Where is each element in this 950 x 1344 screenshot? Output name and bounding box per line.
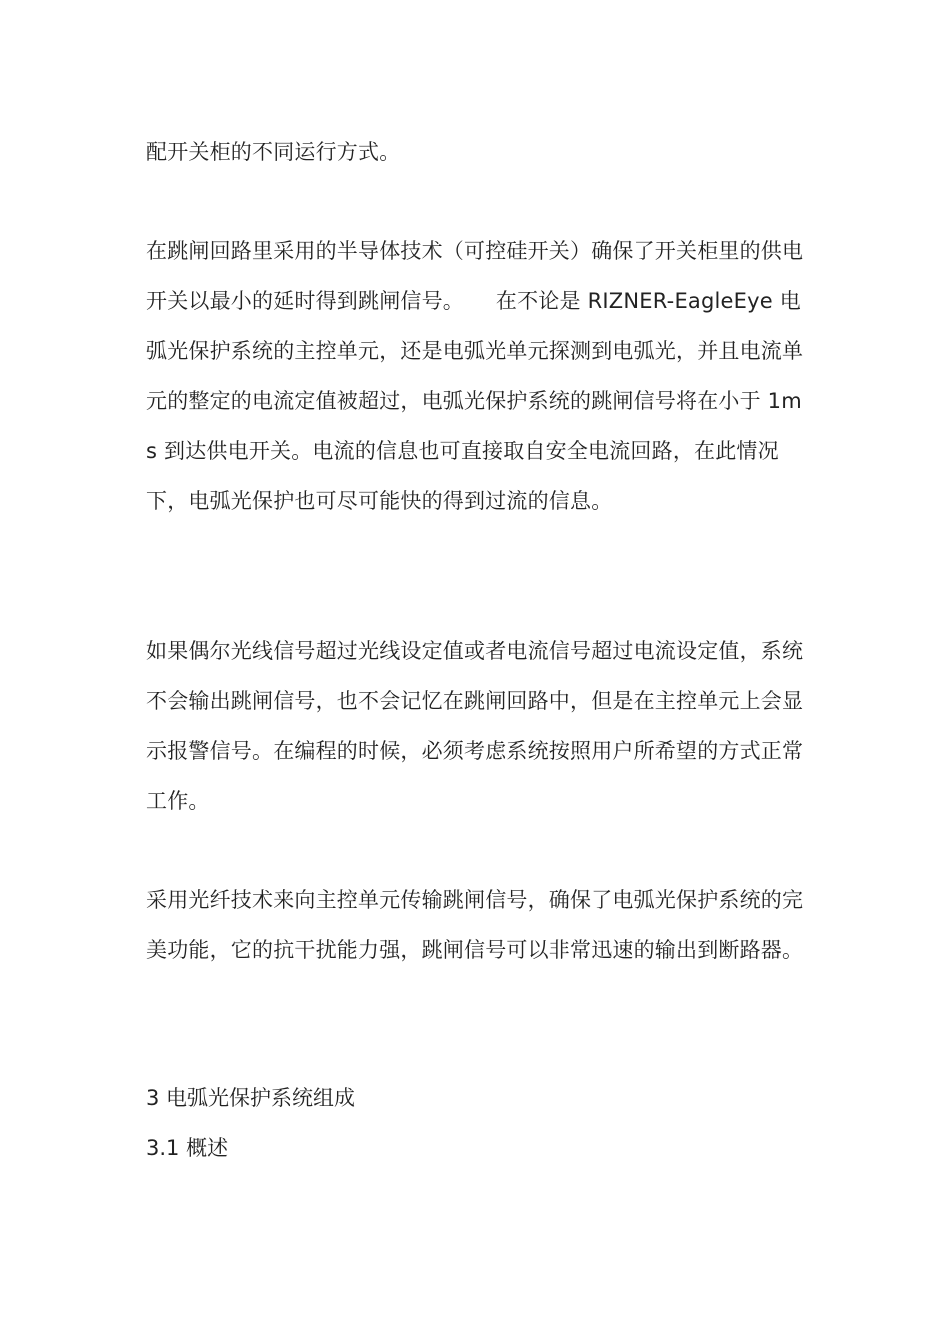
paragraph-2: 在跳闸回路里采用的半导体技术（可控硅开关）确保了开关柜里的供电开关以最小的延时得到跳闸信号。 在不论是 RIZNER-EagleEye 电弧光保护系统的主控单元，还是电弧光单元探测到电弧光，并且电流单元的整定的电流定值被超过，电弧光保护系统的跳闸信号将在小于 1ms 到达供电开关。电流的信息也可直接取自安全电流回路，在此情况下，电弧光保护也可尽可能快的得到过流的信息。 — [146, 239, 804, 513]
section-heading: 3 电弧光保护系统组成 — [146, 1086, 356, 1110]
paragraph-4: 采用光纤技术来向主控单元传输跳闸信号，确保了电弧光保护系统的完美功能，它的抗干扰能力强，跳闸信号可以非常迅速的输出到断路器。 — [146, 888, 804, 962]
paragraph-3: 如果偶尔光线信号超过光线设定值或者电流信号超过电流设定值，系统不会输出跳闸信号，也不会记忆在跳闸回路中，但是在主控单元上会显示报警信号。在编程的时候，必须考虑系统按照用户所希望的方式正常工作。 — [146, 639, 804, 813]
paragraph-1: 配开关柜的不同运行方式。 — [146, 140, 401, 164]
subsection-heading: 3.1 概述 — [146, 1136, 229, 1160]
